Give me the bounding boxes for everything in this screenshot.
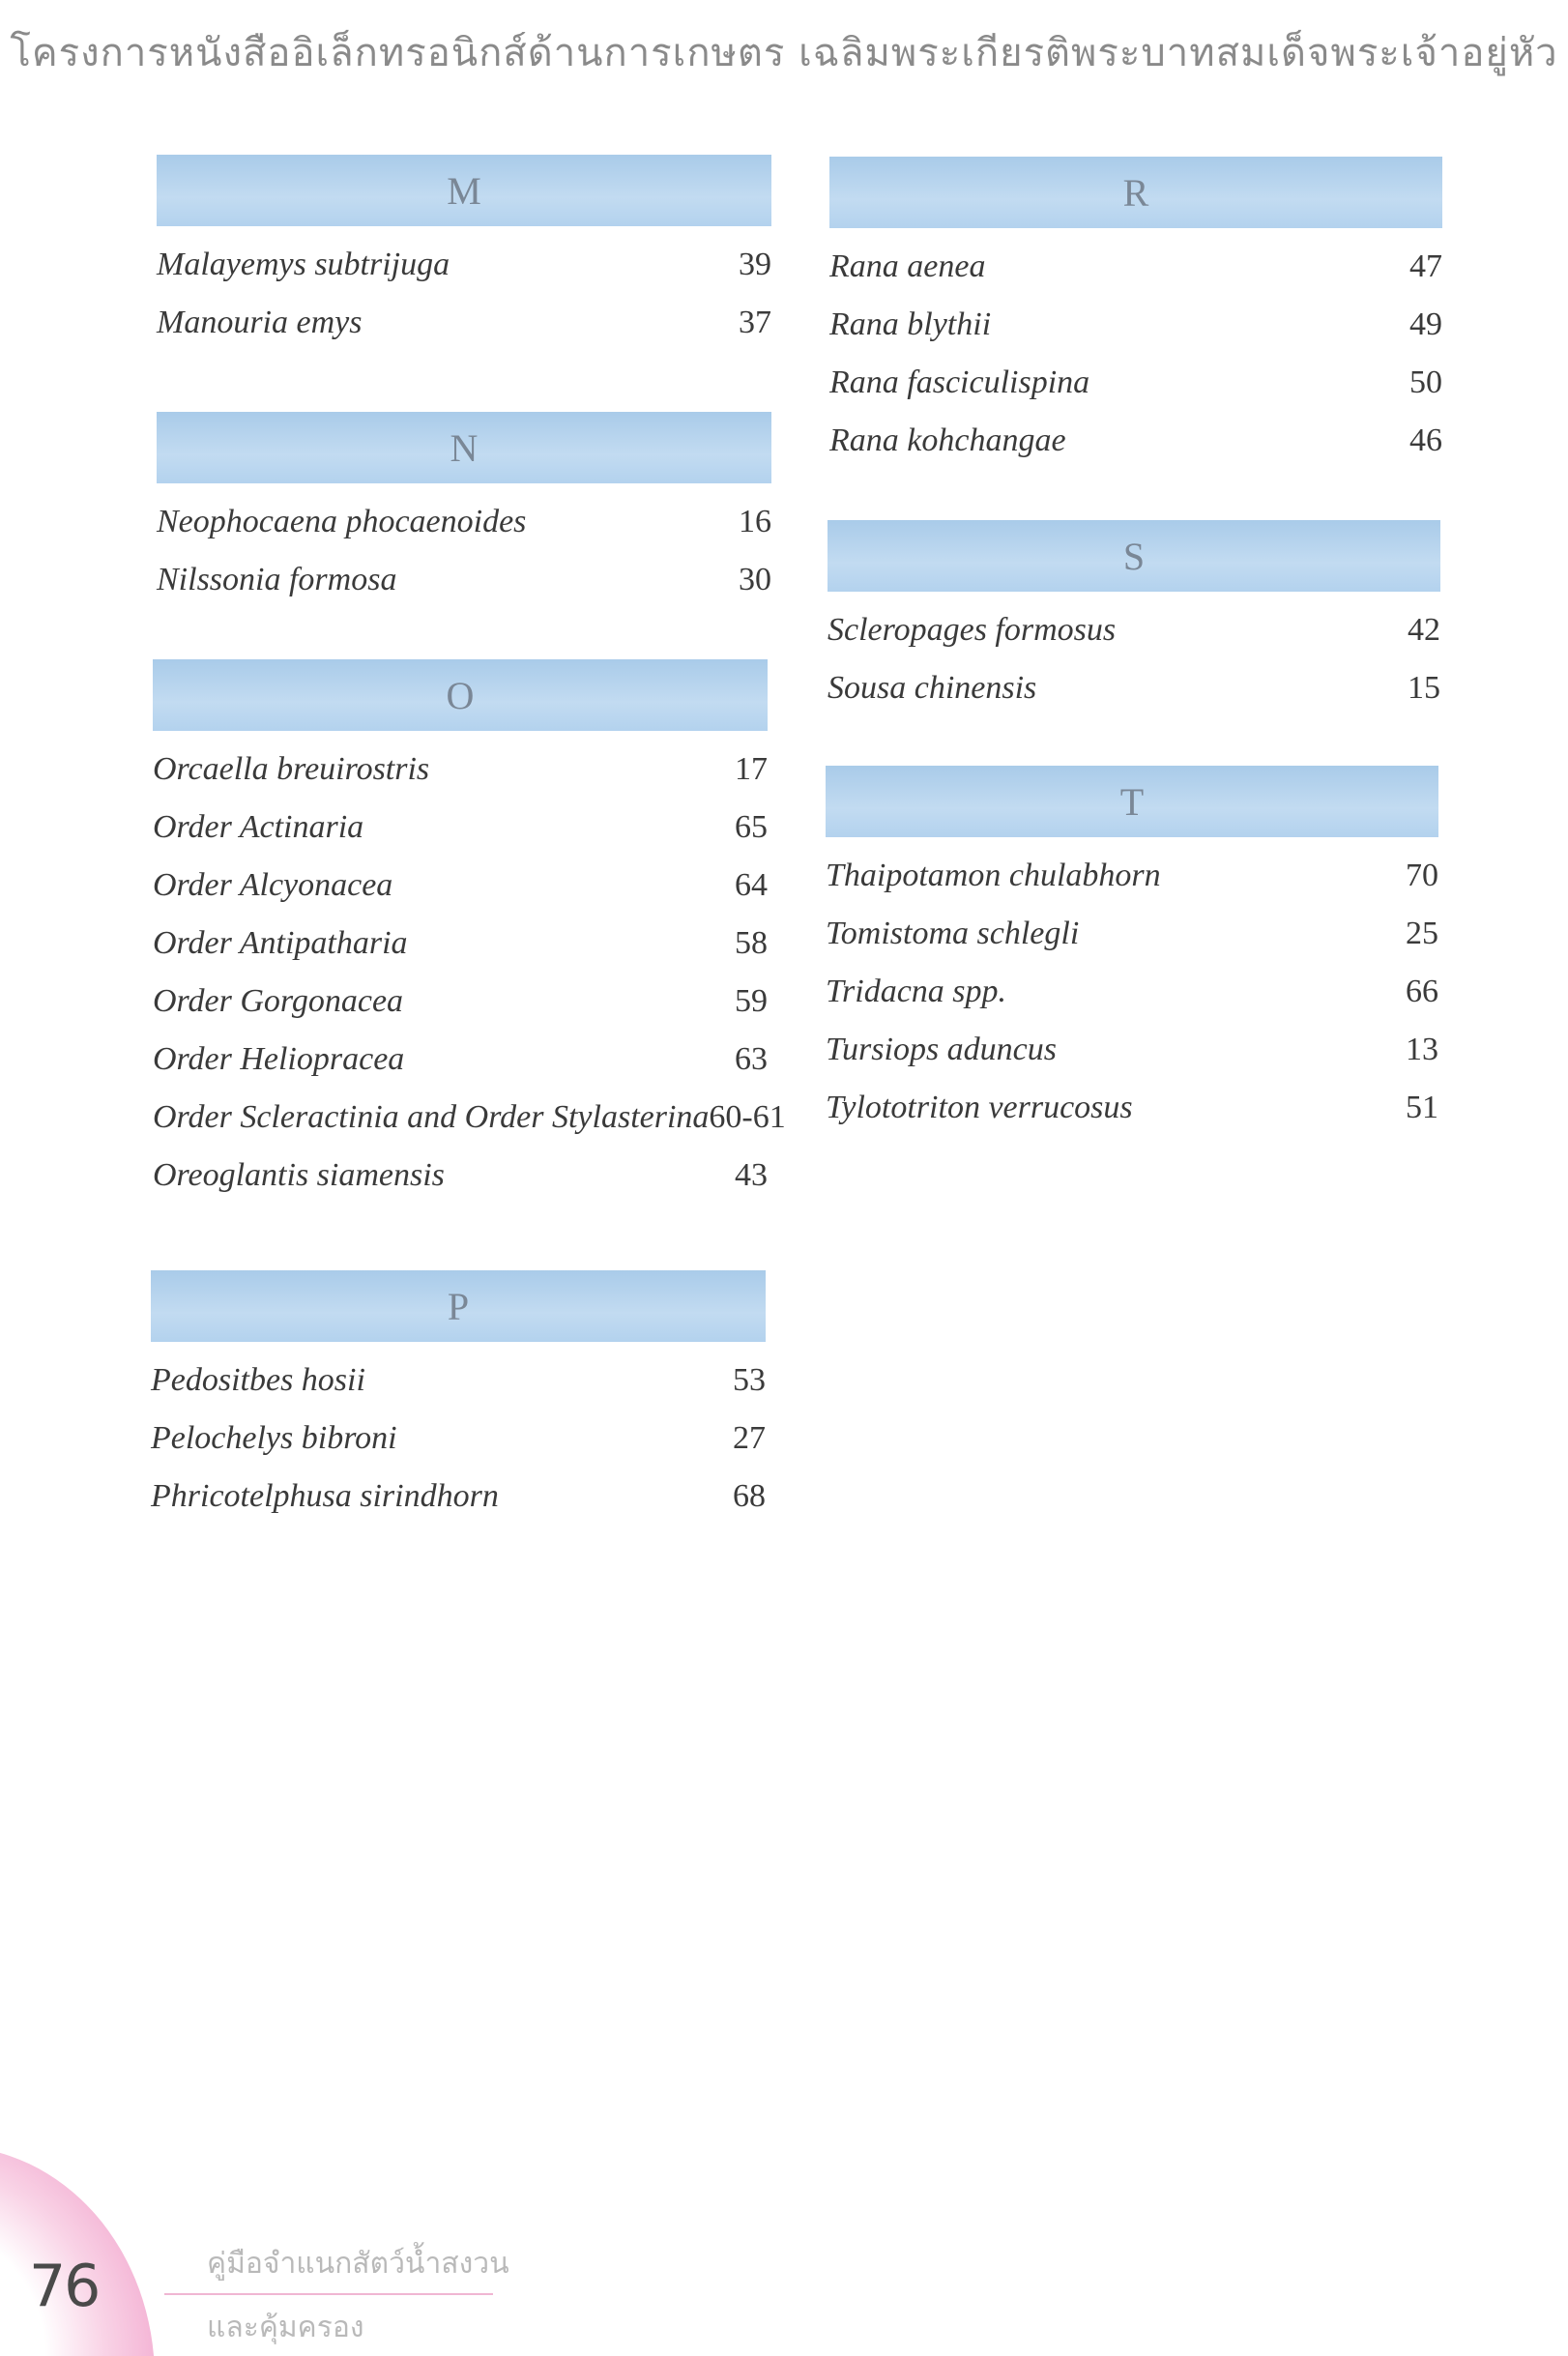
entry-page: 60-61 [709,1099,786,1135]
index-entry [151,1410,766,1468]
footer-corner-decoration [0,2146,232,2356]
entry-name: Rana aenea [829,248,986,284]
index-section-p [151,1270,766,1526]
index-entry [826,1021,1438,1079]
entry-page: 66 [1406,974,1438,1009]
entry-name: Thaipotamon chulabhorn [826,858,1161,893]
entry-name: Scleropages formosus [828,612,1117,648]
index-entry [157,236,771,294]
section-letter-bar: M [157,155,771,226]
index-entry [826,1079,1438,1137]
entry-name: Oreoglantis siamensis [153,1157,445,1193]
entry-name: Pedositbes hosii [151,1362,365,1398]
index-entry [153,741,768,799]
entry-name: Order Gorgonacea [153,983,404,1019]
page-number: 76 [29,2253,100,2320]
index-entry [826,963,1438,1021]
index-entry [153,973,768,1031]
index-section-m [157,155,771,352]
index-entry [829,412,1442,470]
entry-page: 39 [739,247,771,282]
book-subtitle: และคุ้มครอง [207,2311,364,2344]
book-title: คู่มือจำแนกสัตว์น้ำสงวน [207,2247,509,2281]
index-section-r [829,157,1442,470]
entry-page: 59 [735,983,768,1019]
section-letter-bar: T [826,766,1438,837]
index-entry [829,296,1442,354]
entry-page: 30 [739,562,771,597]
entry-name: Order Antipatharia [153,925,408,961]
index-entry [153,799,768,857]
section-letter-bar: P [151,1270,766,1342]
entry-name: Nilssonia formosa [157,562,397,597]
index-entry [826,847,1438,905]
index-entry [829,354,1442,412]
entry-page: 47 [1409,248,1442,284]
entry-page: 65 [735,809,768,845]
entry-name: Order Alcyonacea [153,867,393,903]
index-entry [153,857,768,915]
entry-name: Tridacna spp. [826,974,1007,1009]
index-section-n [157,412,771,609]
entry-name: Tursiops aduncus [826,1032,1057,1067]
entry-name: Manouria emys [157,305,363,340]
index-entry [157,493,771,551]
index-entry [157,294,771,352]
section-letter-bar: R [829,157,1442,228]
index-entry [151,1352,766,1410]
footer-divider [164,2293,493,2295]
index-entry [828,601,1440,659]
entry-page: 43 [735,1157,768,1193]
entry-page: 63 [735,1041,768,1077]
section-letter-bar: O [153,659,768,731]
entry-name: Order Actinaria [153,809,364,845]
running-header: โครงการหนังสืออิเล็กทรอนิกส์ด้านการเกษตร เฉลิมพระเกียรติพระบาทสมเด็จพระเจ้าอยู่หัว [10,31,1558,75]
entry-page: 13 [1406,1032,1438,1067]
index-entry [826,905,1438,963]
entry-page: 53 [733,1362,766,1398]
entry-name: Order Scleractinia and Order Stylasterina [153,1099,710,1135]
entry-page: 64 [735,867,768,903]
index-section-o [153,659,786,1205]
entry-page: 70 [1406,858,1438,893]
section-letter-bar: N [157,412,771,483]
index-entry [153,915,768,973]
index-entry [157,551,771,609]
entry-name: Order Heliopracea [153,1041,405,1077]
index-section-t [826,766,1438,1137]
entry-name: Rana fasciculispina [829,364,1090,400]
index-entry [153,1031,768,1089]
entry-page: 42 [1408,612,1440,648]
index-section-s [828,520,1440,717]
entry-name: Orcaella breuirostris [153,751,430,787]
entry-page: 68 [733,1478,766,1514]
entry-page: 37 [739,305,771,340]
index-entry [151,1468,766,1526]
entry-name: Neophocaena phocaenoides [157,504,527,539]
footer-arc [0,2146,155,2356]
entry-name: Tomistoma schlegli [826,916,1080,951]
entry-name: Rana kohchangae [829,422,1066,458]
index-entry [828,659,1440,717]
entry-name: Sousa chinensis [828,670,1037,706]
section-letter-bar: S [828,520,1440,592]
entry-name: Rana blythii [829,306,992,342]
entry-name: Tylototriton verrucosus [826,1090,1133,1125]
entry-name: Phricotelphusa sirindhorn [151,1478,499,1514]
entry-page: 15 [1408,670,1440,706]
index-entry [153,1089,786,1147]
entry-name: Pelochelys bibroni [151,1420,397,1456]
entry-page: 27 [733,1420,766,1456]
entry-page: 17 [735,751,768,787]
entry-page: 50 [1409,364,1442,400]
entry-page: 51 [1406,1090,1438,1125]
entry-page: 46 [1409,422,1442,458]
entry-name: Malayemys subtrijuga [157,247,450,282]
entry-page: 16 [739,504,771,539]
entry-page: 58 [735,925,768,961]
index-entry [829,238,1442,296]
entry-page: 25 [1406,916,1438,951]
entry-page: 49 [1409,306,1442,342]
index-entry [153,1147,768,1205]
